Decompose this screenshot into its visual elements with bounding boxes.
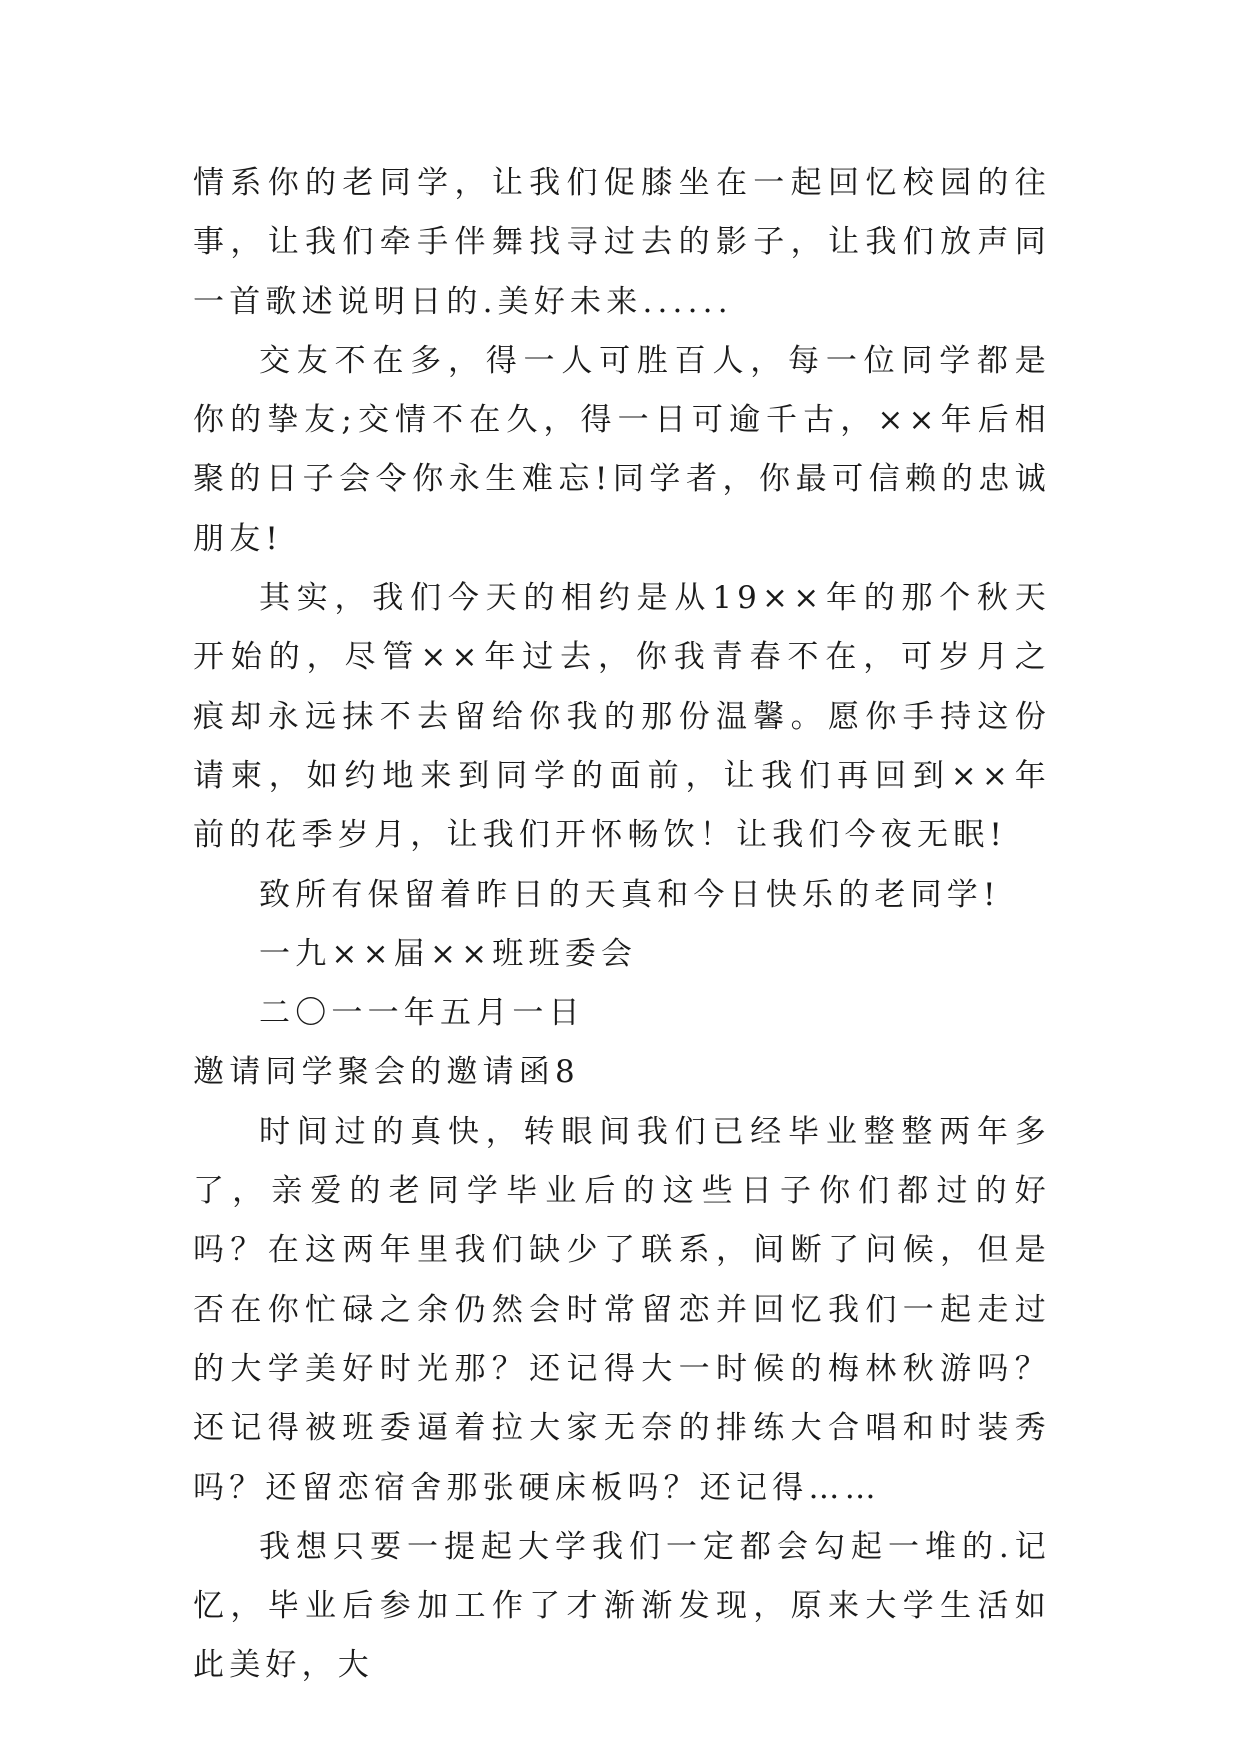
signature-committee: 一九××届××班班委会 [259, 935, 638, 972]
paragraph-salutation: 致所有保留着昨日的天真和今日快乐的老同学! [259, 876, 1001, 913]
paragraph-invitation: 其实，我们今天的相约是从19××年的那个秋天开始的，尽管××年过去，你我青春不在，可岁月之痕却永远抹不去留给你我的那份温馨。愿你手持这份请柬，如约地来到同学的面前，让我们再回到××年前的花季岁月，让我们开怀畅饮！让我们今夜无眠! [193, 580, 1051, 854]
paragraph-continuation: 情系你的老同学，让我们促膝坐在一起回忆校园的往事，让我们牵手伴舞找寻过去的影子，让我们放声同一首歌述说明日的.美好未来...... [193, 165, 1051, 320]
section-heading: 邀请同学聚会的邀请函8 [193, 1054, 580, 1091]
paragraph-friendship: 交友不在多，得一人可胜百人，每一位同学都是你的挚友;交情不在久，得一日可逾千古，××年后相聚的日子会令你永生难忘!同学者，你最可信赖的忠诚朋友! [193, 342, 1051, 557]
paragraph-memories: 时间过的真快，转眼间我们已经毕业整整两年多了，亲爱的老同学毕业后的这些日子你们都过的好吗？在这两年里我们缺少了联系，间断了问候，但是否在你忙碌之余仍然会时常留恋并回忆我们一起走过的大学美好时光那？还记得大一时候的梅林秋游吗？还记得被班委逼着拉大家无奈的排练大合唱和时装秀吗？还留恋宿舍那张硬床板吗？还记得…… [193, 1113, 1051, 1506]
document-body [193, 154, 1051, 1696]
signature-date: 二〇一一年五月一日 [259, 995, 585, 1032]
paragraph-reflection: 我想只要一提起大学我们一定都会勾起一堆的.记忆，毕业后参加工作了才渐渐发现，原来大学生活如此美好，大 [193, 1528, 1051, 1684]
